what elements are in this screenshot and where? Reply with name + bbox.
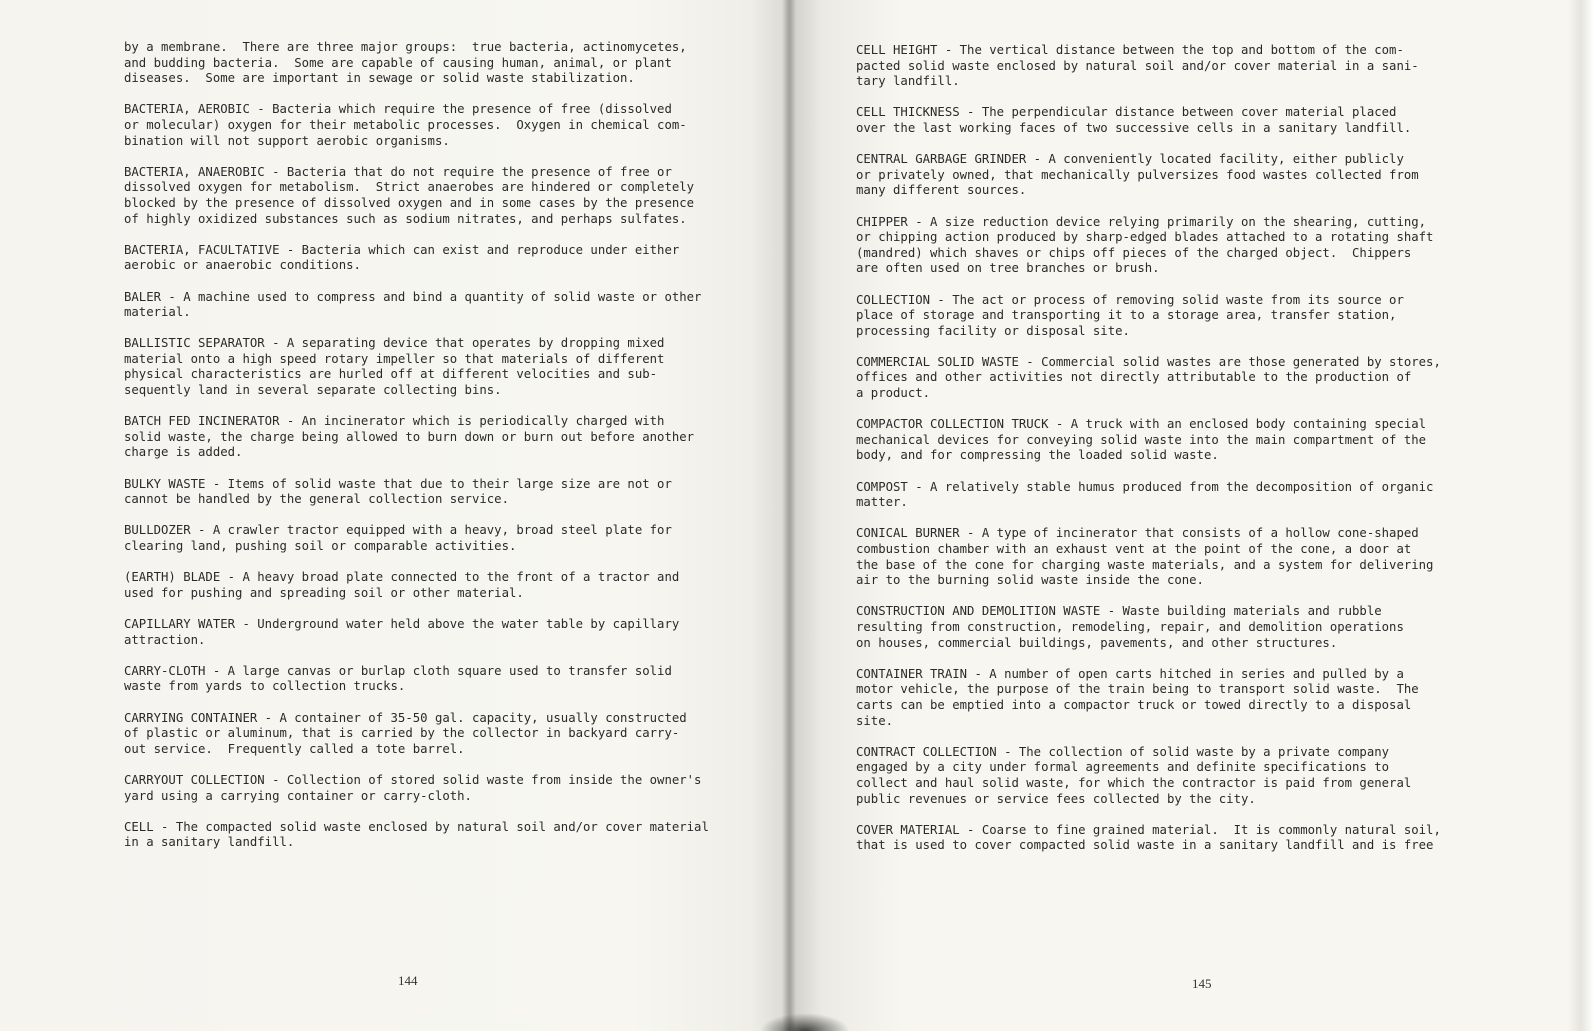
glossary-entry: CELL THICKNESS - The perpendicular distance between cover material placed over the last working faces of two successive cells in a sanitary landfill.: [856, 105, 1412, 135]
page-number-right: 145: [1192, 976, 1212, 991]
book-gutter: [782, 0, 796, 1031]
glossary-entry: BACTERIA, FACULTATIVE - Bacteria which can exist and reproduce under either aerobic or anaerobic conditions.: [124, 242, 680, 273]
right-page-text: [856, 43, 1506, 869]
glossary-entry: CARRYOUT COLLECTION - Collection of stored solid waste from inside the owner's yard using a carrying container or carry-cloth.: [124, 772, 702, 803]
glossary-entry: BATCH FED INCINERATOR - An incinerator which is periodically charged with solid waste, the charge being allowed to burn down or burn out before another charge is added.: [124, 414, 695, 460]
glossary-entry: COMPOST - A relatively stable humus produced from the decomposition of organic matter.: [856, 479, 1434, 510]
glossary-entry: by a membrane. There are three major groups: true bacteria, actinomycetes, and budding bacteria. Some are capable of causing human, animal, or plant diseases. Some are important in sewage or solid waste stabilization.: [124, 40, 687, 86]
page-edge: [1568, 0, 1594, 1031]
glossary-entry: CELL HEIGHT - The vertical distance between the top and bottom of the com- pacted solid waste enclosed by natural soil and/or cover material in a sani- tary landfill.: [856, 43, 1419, 89]
left-page: [0, 0, 790, 1031]
glossary-entry: COMPACTOR COLLECTION TRUCK - A truck with an enclosed body containing special mechanical devices for conveying solid waste into the main compartment of the body, and for compressing the loaded solid waste.: [856, 417, 1427, 463]
glossary-entry: COVER MATERIAL - Coarse to fine grained material. It is commonly natural soil, that is used to cover compacted solid waste in a sanitary landfill and is free: [856, 822, 1441, 853]
glossary-entry: CAPILLARY WATER - Underground water held above the water table by capillary attraction.: [124, 616, 680, 647]
right-page: [790, 0, 1594, 1031]
glossary-entry: CONICAL BURNER - A type of incinerator that consists of a hollow cone-shaped combustion chamber with an exhaust vent at the point of the cone, a door at the base of the cone for charging waste materials, and a system for delivering air to the burning solid waste inside the cone.: [856, 526, 1434, 588]
glossary-entry: CELL - The compacted solid waste enclosed by natural soil and/or cover material in a sanitary landfill.: [124, 819, 709, 850]
page-number-left: 144: [398, 973, 418, 988]
glossary-entry: CONTAINER TRAIN - A number of open carts hitched in series and pulled by a motor vehicle, the purpose of the train being to transport solid waste. The carts can be emptied into a compactor truck or towed directly to a disposal site.: [856, 666, 1419, 728]
glossary-entry: (EARTH) BLADE - A heavy broad plate connected to the front of a tractor and used for pushing and spreading soil or other material.: [124, 570, 680, 600]
glossary-entry: BACTERIA, ANAEROBIC - Bacteria that do not require the presence of free or dissolved oxygen for metabolism. Strict anaerobes are hindered or completely blocked by the presence of dissolved oxygen and in some cases by the presence of highly oxidized substances such as sodium nitrates, and perhaps sulfates.: [124, 164, 695, 226]
glossary-entry: CARRY-CLOTH - A large canvas or burlap cloth square used to transfer solid waste from yards to collection trucks.: [124, 663, 672, 694]
glossary-entry: CARRYING CONTAINER - A container of 35-50 gal. capacity, usually constructed of plastic or aluminum, that is carried by the collector in backyard carry- out service. Frequently called a tote barrel.: [124, 710, 687, 756]
glossary-entry: BULLDOZER - A crawler tractor equipped with a heavy, broad steel plate for clearing land, pushing soil or comparable activities.: [124, 523, 672, 553]
glossary-entry: CONTRACT COLLECTION - The collection of solid waste by a private company engaged by a city under formal agreements and definite specifications to collect and haul solid waste, for which the contractor is paid from general public revenues or service fees collected by the city.: [856, 744, 1412, 806]
glossary-entry: BACTERIA, AEROBIC - Bacteria which require the presence of free (dissolved or molecular) oxygen for their metabolic processes. Oxygen in chemical com- bination will not support aerobic organisms.: [124, 102, 687, 148]
spine-shadow: [760, 1013, 850, 1031]
glossary-entry: BULKY WASTE - Items of solid waste that due to their large size are not or cannot be handled by the general collection service.: [124, 476, 672, 507]
glossary-entry: COLLECTION - The act or process of removing solid waste from its source or place of storage and transporting it to a storage area, transfer station, processing facility or disposal site.: [856, 292, 1404, 338]
glossary-entry: BALER - A machine used to compress and bind a quantity of solid waste or other material.: [124, 289, 702, 320]
left-page-text: [124, 40, 754, 866]
glossary-entry: CENTRAL GARBAGE GRINDER - A conveniently located facility, either publicly or privately owned, that mechanically pulversizes food wastes collected from many different sources.: [856, 152, 1419, 198]
glossary-entry: COMMERCIAL SOLID WASTE - Commercial solid wastes are those generated by stores, offices and other activities not directly attributable to the production of a product.: [856, 354, 1441, 401]
glossary-entry: CHIPPER - A size reduction device relying primarily on the shearing, cutting, or chipping action produced by sharp-edged blades attached to a rotating shaft (mandred) which shaves or chips off pieces of the charged object. Chippers are often used on tree branches or brush.: [856, 214, 1434, 276]
glossary-entry: BALLISTIC SEPARATOR - A separating device that operates by dropping mixed material onto a high speed rotary impeller so that materials of different physical characteristics are hurled off at different velocities and sub- sequently land in several separate collecting bins.: [124, 336, 665, 398]
glossary-entry: CONSTRUCTION AND DEMOLITION WASTE - Waste building materials and rubble resulting from construction, remodeling, repair, and demolition operations on houses, commercial buildings, pavements, and other structures.: [856, 604, 1404, 650]
